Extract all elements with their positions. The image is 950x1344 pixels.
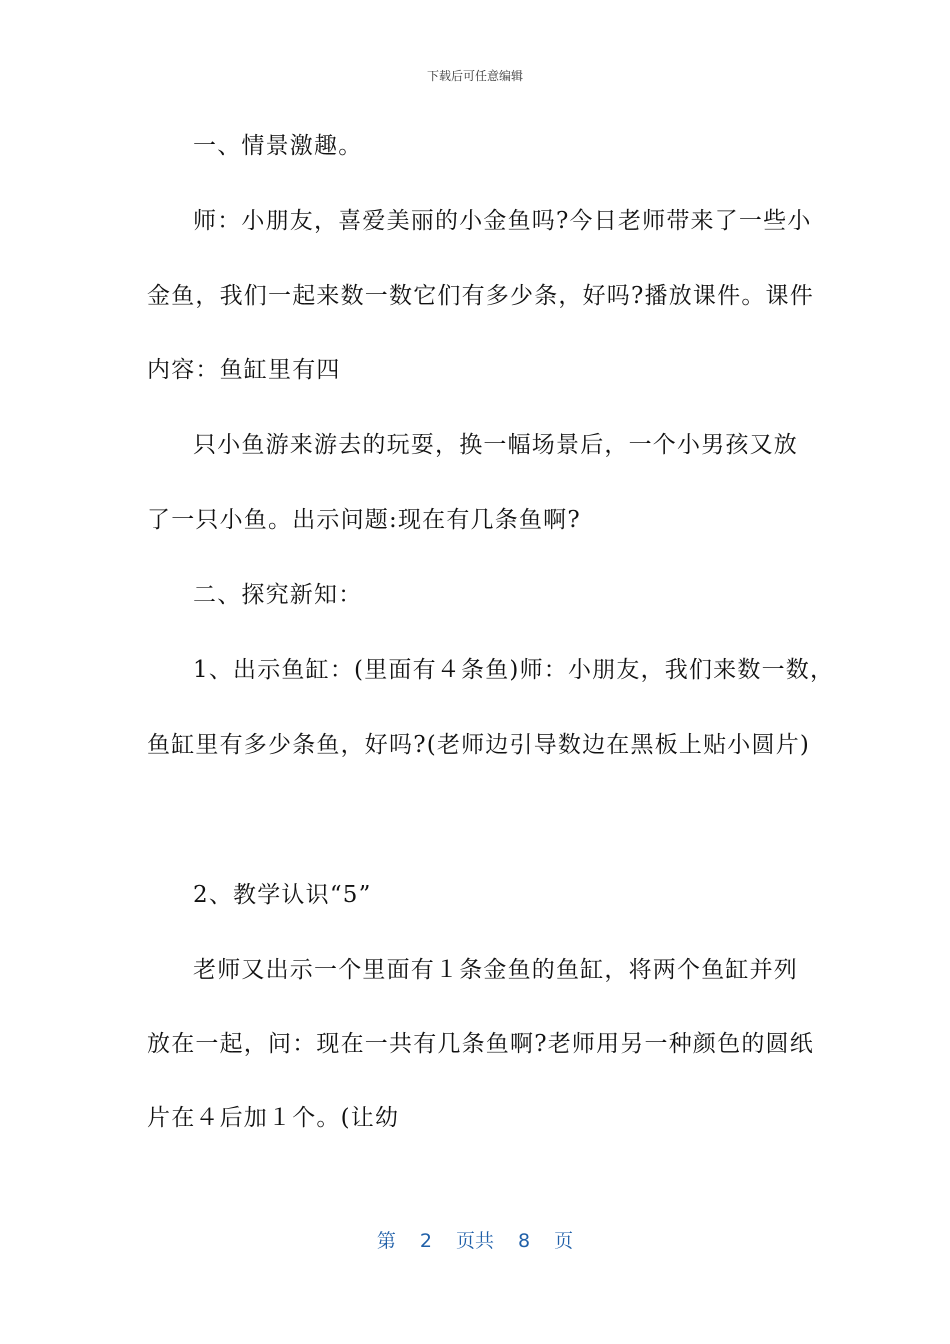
footer-page-number: 2 [419,1230,432,1252]
page-footer [0,1226,950,1253]
paragraph-line: 老师又出示一个里面有１条金鱼的鱼缸，将两个鱼缸并列 [193,957,798,983]
paragraph-line: 1、出示鱼缸：(里面有４条鱼)师：小朋友，我们来数一数， [193,657,835,683]
section-heading: 2、教学认识“5” [193,882,372,908]
paragraph-line: 内容：鱼缸里有四 [147,357,341,383]
section-heading: 二、探究新知： [193,582,363,608]
paragraph-line: 师：小朋友，喜爱美丽的小金鱼吗?今日老师带来了一些小 [193,208,812,234]
paragraph-line: 一、情景激趣。 [193,133,363,159]
footer-prefix: 第 [376,1230,396,1252]
footer-total-pages: 8 [518,1230,531,1252]
paragraph-line: 片在４后加１个。(让幼 [147,1105,400,1131]
footer-middle: 页共 [455,1230,494,1252]
paragraph-line: 鱼缸里有多少条鱼，好吗?(老师边引导数边在黑板上贴小圆片) [147,732,811,758]
paragraph-line: 放在一起，问：现在一共有几条鱼啊?老师用另一种颜色的圆纸 [147,1031,814,1057]
paragraph-line: 只小鱼游来游去的玩耍，换一幅场景后，一个小男孩又放 [193,432,798,458]
paragraph-line: 金鱼，我们一起来数一数它们有多少条，好吗?播放课件。课件 [147,283,814,309]
page-header: 下载后可任意编辑 [426,69,523,83]
footer-suffix: 页 [554,1230,574,1252]
paragraph-line: 了一只小鱼。出示问题:现在有几条鱼啊? [147,507,581,533]
